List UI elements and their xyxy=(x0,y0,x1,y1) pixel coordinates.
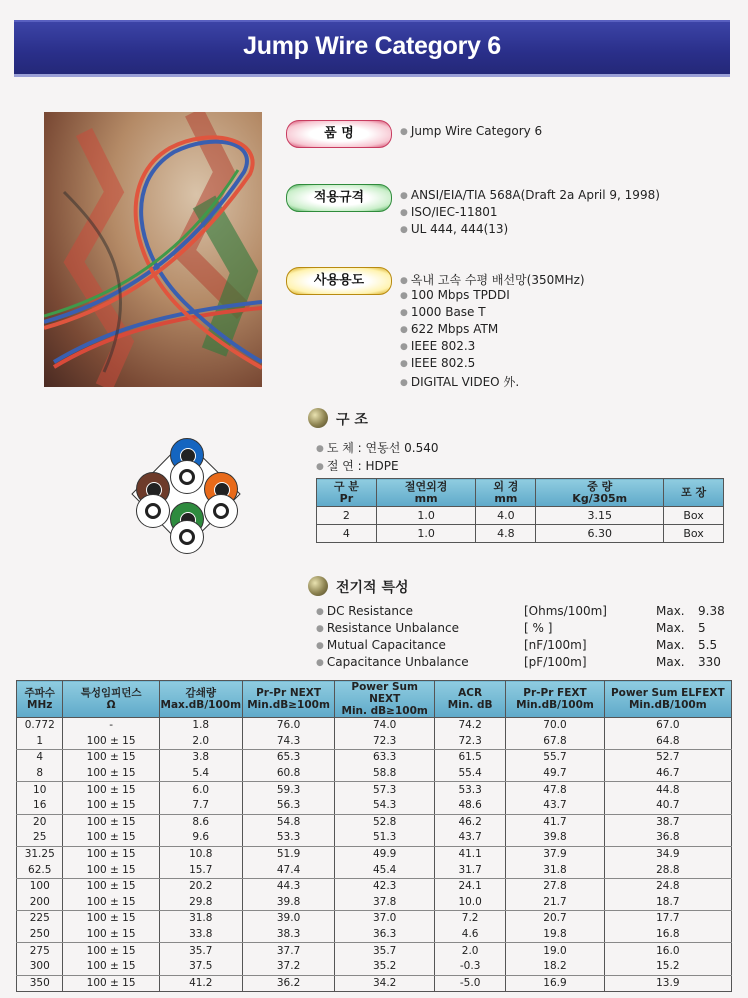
table-cell: 7.7 xyxy=(159,798,242,814)
table-cell: 5.4 xyxy=(159,766,242,782)
table-cell: 37.0 xyxy=(335,911,435,927)
table-cell: 67.8 xyxy=(506,734,604,750)
table-cell: 49.7 xyxy=(506,766,604,782)
electrical-unit: [pF/100m] xyxy=(524,655,587,669)
table-cell: 29.8 xyxy=(159,895,242,911)
table-cell: 250 xyxy=(17,927,63,943)
table-cell: 36.2 xyxy=(242,975,335,992)
standard-item: ● ISO/IEC-11801 xyxy=(400,205,498,219)
table-cell: 100 ± 15 xyxy=(63,959,159,975)
table-cell: 55.4 xyxy=(434,766,505,782)
table-cell: 60.8 xyxy=(242,766,335,782)
table-row xyxy=(17,782,732,798)
table-cell: 48.6 xyxy=(434,798,505,814)
table-cell: 225 xyxy=(17,911,63,927)
structure-table xyxy=(316,478,724,543)
performance-table xyxy=(16,680,732,992)
table-cell: 43.7 xyxy=(434,830,505,846)
table-cell: 1.0 xyxy=(376,525,476,543)
product-name: ● Jump Wire Category 6 xyxy=(400,124,542,138)
column-header: Power Sum ELFEXT Min.dB/100m xyxy=(604,681,731,718)
table-cell: 54.8 xyxy=(242,814,335,830)
table-cell: 38.7 xyxy=(604,814,731,830)
table-row xyxy=(17,830,732,846)
table-cell: 20.2 xyxy=(159,878,242,894)
title-banner xyxy=(14,20,730,77)
table-cell: 70.0 xyxy=(506,718,604,734)
table-cell: 37.5 xyxy=(159,959,242,975)
table-cell: 37.8 xyxy=(335,895,435,911)
table-cell: 3.15 xyxy=(536,507,664,525)
structure-item: ● 도 체 : 연동선 0.540 xyxy=(316,439,438,456)
table-row xyxy=(17,959,732,975)
structure-heading: 구 조 xyxy=(336,412,368,428)
column-header: ACR Min. dB xyxy=(434,681,505,718)
electrical-name: ● Resistance Unbalance xyxy=(316,621,459,635)
table-cell: 24.1 xyxy=(434,878,505,894)
table-row xyxy=(317,507,724,525)
cable-cross-section xyxy=(130,434,250,554)
page-title: Jump Wire Category 6 xyxy=(243,32,501,60)
table-cell: 33.8 xyxy=(159,927,242,943)
usage-item: ● 622 Mbps ATM xyxy=(400,322,498,336)
usage-item: ● DIGITAL VIDEO 外. xyxy=(400,373,519,390)
section-bullet-icon xyxy=(308,408,328,428)
table-row xyxy=(17,943,732,959)
table-cell: 74.2 xyxy=(434,718,505,734)
table-row xyxy=(17,718,732,734)
table-cell: 37.2 xyxy=(242,959,335,975)
table-cell: 21.7 xyxy=(506,895,604,911)
table-cell: -0.3 xyxy=(434,959,505,975)
table-cell: 52.7 xyxy=(604,750,731,766)
electrical-value: 9.38 xyxy=(698,604,725,618)
column-header: Power Sum NEXT Min. dB≥100m xyxy=(335,681,435,718)
section-bullet-icon xyxy=(308,576,328,596)
table-cell: 46.7 xyxy=(604,766,731,782)
table-cell: 10.0 xyxy=(434,895,505,911)
table-row xyxy=(17,895,732,911)
table-row xyxy=(17,798,732,814)
electrical-limit: Max. xyxy=(656,638,685,652)
table-cell: 39.8 xyxy=(242,895,335,911)
table-cell: 200 xyxy=(17,895,63,911)
table-row xyxy=(17,814,732,830)
table-cell: 74.3 xyxy=(242,734,335,750)
electrical-name: ● DC Resistance xyxy=(316,604,413,618)
usage-item: ● IEEE 802.3 xyxy=(400,339,475,353)
table-cell: 6.0 xyxy=(159,782,242,798)
table-cell: 36.3 xyxy=(335,927,435,943)
table-cell: 100 ± 15 xyxy=(63,766,159,782)
column-header: Pr-Pr NEXT Min.dB≥100m xyxy=(242,681,335,718)
usage-item: ● IEEE 802.5 xyxy=(400,356,475,370)
table-cell: 13.9 xyxy=(604,975,731,992)
electrical-unit: [Ohms/100m] xyxy=(524,604,607,618)
white-wire-icon xyxy=(204,494,238,528)
table-cell: 31.8 xyxy=(506,862,604,878)
table-cell: 52.8 xyxy=(335,814,435,830)
table-cell: 3.8 xyxy=(159,750,242,766)
table-cell: -5.0 xyxy=(434,975,505,992)
table-cell: 61.5 xyxy=(434,750,505,766)
table-cell: 19.8 xyxy=(506,927,604,943)
table-cell: 44.8 xyxy=(604,782,731,798)
table-cell: 100 ± 15 xyxy=(63,734,159,750)
table-cell: 35.2 xyxy=(335,959,435,975)
table-cell: 36.8 xyxy=(604,830,731,846)
usage-label: 사용용도 xyxy=(286,267,392,295)
table-cell: 31.7 xyxy=(434,862,505,878)
table-cell: 41.2 xyxy=(159,975,242,992)
column-header: 특성임피던스 Ω xyxy=(63,681,159,718)
table-cell: 47.8 xyxy=(506,782,604,798)
table-cell: 9.6 xyxy=(159,830,242,846)
table-cell: 4.8 xyxy=(476,525,536,543)
table-cell: 58.8 xyxy=(335,766,435,782)
table-cell: Box xyxy=(664,507,724,525)
table-cell: 16 xyxy=(17,798,63,814)
table-cell: 56.3 xyxy=(242,798,335,814)
table-cell: 31.25 xyxy=(17,846,63,862)
table-cell: 47.4 xyxy=(242,862,335,878)
standard-item: ● ANSI/EIA/TIA 568A(Draft 2a April 9, 1998) xyxy=(400,188,660,202)
table-cell: 15.7 xyxy=(159,862,242,878)
white-wire-icon xyxy=(136,494,170,528)
table-cell: 100 ± 15 xyxy=(63,895,159,911)
column-header: Pr-Pr FEXT Min.dB/100m xyxy=(506,681,604,718)
table-row xyxy=(317,525,724,543)
table-cell: 8.6 xyxy=(159,814,242,830)
table-cell: 51.9 xyxy=(242,846,335,862)
table-cell: 4 xyxy=(17,750,63,766)
electrical-limit: Max. xyxy=(656,621,685,635)
table-cell: - xyxy=(63,718,159,734)
table-cell: 74.0 xyxy=(335,718,435,734)
table-cell: 2.0 xyxy=(159,734,242,750)
table-cell: 0.772 xyxy=(17,718,63,734)
table-cell: 64.8 xyxy=(604,734,731,750)
table-cell: 57.3 xyxy=(335,782,435,798)
table-cell: 16.8 xyxy=(604,927,731,943)
table-cell: 100 ± 15 xyxy=(63,782,159,798)
table-cell: 31.8 xyxy=(159,911,242,927)
table-cell: 72.3 xyxy=(434,734,505,750)
structure-col-header: 포 장 xyxy=(664,479,724,507)
table-cell: 17.7 xyxy=(604,911,731,927)
column-header: 주파수 MHz xyxy=(17,681,63,718)
electrical-value: 5.5 xyxy=(698,638,718,652)
table-cell: 19.0 xyxy=(506,943,604,959)
table-cell: 4 xyxy=(317,525,377,543)
table-cell: 39.8 xyxy=(506,830,604,846)
table-cell: 24.8 xyxy=(604,878,731,894)
table-cell: 37.9 xyxy=(506,846,604,862)
table-cell: 6.30 xyxy=(536,525,664,543)
table-row xyxy=(17,878,732,894)
table-cell: 55.7 xyxy=(506,750,604,766)
table-cell: 100 ± 15 xyxy=(63,862,159,878)
table-cell: 34.9 xyxy=(604,846,731,862)
table-cell: 100 ± 15 xyxy=(63,750,159,766)
table-cell: 4.6 xyxy=(434,927,505,943)
table-cell: 28.8 xyxy=(604,862,731,878)
table-cell: 350 xyxy=(17,975,63,992)
standard-label: 적용규격 xyxy=(286,184,392,212)
structure-col-header: 절연외경 mm xyxy=(376,479,476,507)
table-cell: 38.3 xyxy=(242,927,335,943)
table-cell: 27.8 xyxy=(506,878,604,894)
electrical-value: 330 xyxy=(698,655,721,669)
table-cell: 10 xyxy=(17,782,63,798)
table-cell: 40.7 xyxy=(604,798,731,814)
table-cell: 275 xyxy=(17,943,63,959)
table-cell: 35.7 xyxy=(335,943,435,959)
table-row xyxy=(17,911,732,927)
table-cell: 100 ± 15 xyxy=(63,814,159,830)
table-cell: 8 xyxy=(17,766,63,782)
table-cell: 100 ± 15 xyxy=(63,830,159,846)
table-cell: 100 ± 15 xyxy=(63,911,159,927)
product-name-label: 품 명 xyxy=(286,120,392,148)
table-cell: 10.8 xyxy=(159,846,242,862)
structure-item: ● 절 연 : HDPE xyxy=(316,457,399,474)
table-cell: 2 xyxy=(317,507,377,525)
table-row xyxy=(17,975,732,992)
table-cell: 100 xyxy=(17,878,63,894)
table-cell: 15.2 xyxy=(604,959,731,975)
table-cell: 46.2 xyxy=(434,814,505,830)
electrical-limit: Max. xyxy=(656,604,685,618)
electrical-value: 5 xyxy=(698,621,706,635)
table-row xyxy=(17,766,732,782)
table-cell: 45.4 xyxy=(335,862,435,878)
table-cell: 18.7 xyxy=(604,895,731,911)
table-row xyxy=(17,862,732,878)
table-cell: 43.7 xyxy=(506,798,604,814)
table-row xyxy=(17,846,732,862)
table-cell: 76.0 xyxy=(242,718,335,734)
table-cell: 59.3 xyxy=(242,782,335,798)
table-cell: 65.3 xyxy=(242,750,335,766)
table-cell: 1 xyxy=(17,734,63,750)
usage-item: ● 100 Mbps TPDDI xyxy=(400,288,510,302)
table-cell: 100 ± 15 xyxy=(63,878,159,894)
table-cell: 25 xyxy=(17,830,63,846)
table-cell: 35.7 xyxy=(159,943,242,959)
table-cell: 63.3 xyxy=(335,750,435,766)
table-row xyxy=(17,734,732,750)
electrical-unit: [nF/100m] xyxy=(524,638,587,652)
table-cell: 51.3 xyxy=(335,830,435,846)
white-wire-icon xyxy=(170,460,204,494)
table-cell: 100 ± 15 xyxy=(63,927,159,943)
table-cell: 20.7 xyxy=(506,911,604,927)
electrical-unit: [ % ] xyxy=(524,621,553,635)
table-cell: 72.3 xyxy=(335,734,435,750)
usage-item: ● 1000 Base T xyxy=(400,305,486,319)
standard-item: ● UL 444, 444(13) xyxy=(400,222,508,236)
table-cell: 53.3 xyxy=(434,782,505,798)
structure-col-header: 중 량 Kg/305m xyxy=(536,479,664,507)
table-cell: 54.3 xyxy=(335,798,435,814)
table-cell: 49.9 xyxy=(335,846,435,862)
table-cell: 62.5 xyxy=(17,862,63,878)
table-cell: 16.0 xyxy=(604,943,731,959)
electrical-limit: Max. xyxy=(656,655,685,669)
product-photo xyxy=(44,112,262,387)
table-cell: 1.8 xyxy=(159,718,242,734)
electrical-name: ● Mutual Capacitance xyxy=(316,638,446,652)
table-cell: 41.1 xyxy=(434,846,505,862)
table-cell: 42.3 xyxy=(335,878,435,894)
column-header: 감쇄량 Max.dB/100m xyxy=(159,681,242,718)
table-cell: 100 ± 15 xyxy=(63,943,159,959)
table-cell: Box xyxy=(664,525,724,543)
structure-col-header: 외 경 mm xyxy=(476,479,536,507)
table-cell: 34.2 xyxy=(335,975,435,992)
table-cell: 37.7 xyxy=(242,943,335,959)
table-cell: 100 ± 15 xyxy=(63,846,159,862)
electrical-name: ● Capacitance Unbalance xyxy=(316,655,469,669)
table-cell: 41.7 xyxy=(506,814,604,830)
table-cell: 39.0 xyxy=(242,911,335,927)
white-wire-icon xyxy=(170,520,204,554)
table-cell: 100 ± 15 xyxy=(63,975,159,992)
table-cell: 53.3 xyxy=(242,830,335,846)
usage-item: ● 옥내 고속 수평 배선망(350MHz) xyxy=(400,271,585,288)
table-cell: 4.0 xyxy=(476,507,536,525)
table-row xyxy=(17,750,732,766)
table-cell: 300 xyxy=(17,959,63,975)
table-cell: 18.2 xyxy=(506,959,604,975)
table-cell: 20 xyxy=(17,814,63,830)
table-cell: 1.0 xyxy=(376,507,476,525)
table-cell: 16.9 xyxy=(506,975,604,992)
table-cell: 67.0 xyxy=(604,718,731,734)
table-row xyxy=(17,927,732,943)
structure-col-header: 구 분 Pr xyxy=(317,479,377,507)
table-cell: 7.2 xyxy=(434,911,505,927)
table-cell: 100 ± 15 xyxy=(63,798,159,814)
table-cell: 2.0 xyxy=(434,943,505,959)
twisted-wire-illustration xyxy=(44,112,262,387)
electrical-heading: 전기적 특성 xyxy=(336,580,409,596)
table-cell: 44.3 xyxy=(242,878,335,894)
